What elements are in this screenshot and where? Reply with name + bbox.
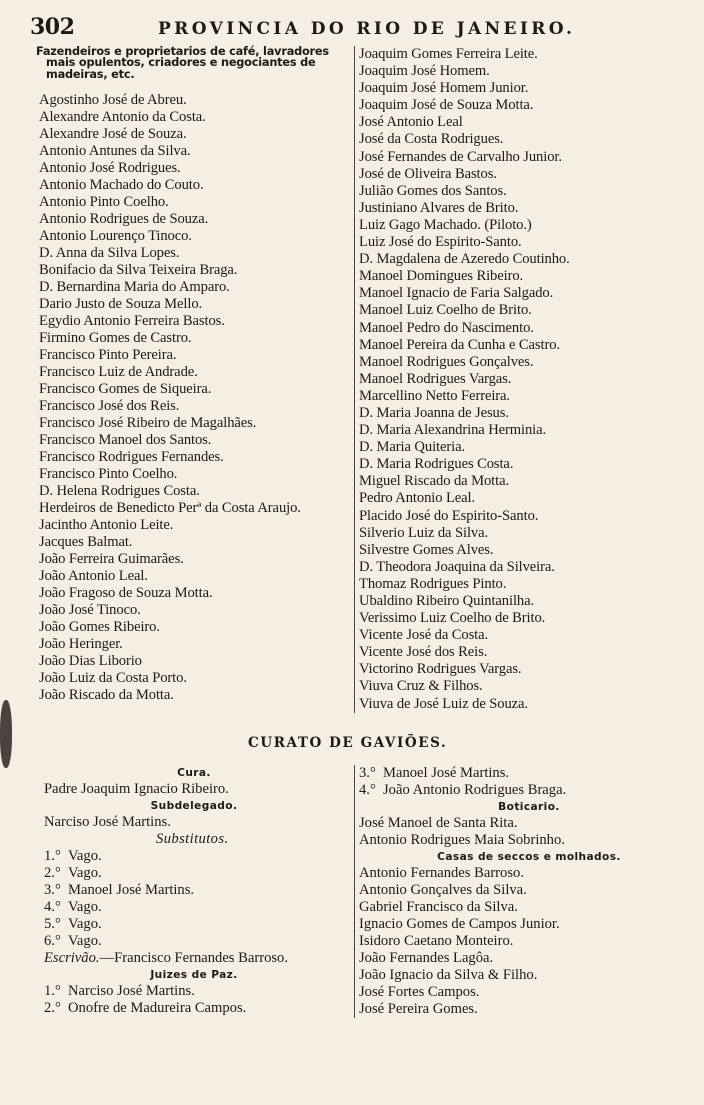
list-item: Thomaz Rodrigues Pinto. — [359, 575, 507, 592]
list-item: Joaquim José Homem. — [359, 63, 490, 80]
list-item: João Ferreira Guimarães. — [39, 551, 184, 568]
list-item: Silverio Luiz da Silva. — [359, 524, 489, 541]
list-heading-line-1: Fazendeiros e proprietarios de café, lavradores — [36, 45, 329, 58]
juizes-continued-list — [359, 765, 699, 799]
numbered-entry — [44, 1000, 344, 1017]
list-item: José de Oliveira Bastos. — [359, 165, 497, 182]
numbered-entry — [44, 865, 344, 882]
boticario-label: Boticario. — [498, 801, 560, 813]
list-item: Verissimo Luiz Coelho de Brito. — [359, 610, 546, 627]
list-item: José Fortes Campos. — [359, 984, 480, 1000]
entry-name: Onofre de Madureira Campos. — [68, 1000, 247, 1016]
page-header: PROVINCIA DO RIO DE JANEIRO. — [158, 19, 576, 39]
list-item: João Heringer. — [39, 636, 123, 653]
list-item: Julião Gomes dos Santos. — [359, 182, 507, 199]
list-item: D. Magdalena de Azeredo Coutinho. — [359, 251, 570, 268]
entry-name: Vago. — [68, 899, 102, 915]
list-heading-line-3: madeiras, etc. — [46, 67, 135, 81]
list-item: João Luiz da Costa Porto. — [39, 670, 187, 687]
running-head — [30, 10, 680, 40]
escrivao-entry — [44, 950, 344, 967]
list-item: Antonio Rodrigues Maia Sobrinho. — [359, 832, 565, 848]
list-item: Agostinho José de Abreu. — [39, 92, 187, 109]
entry-name: Narciso José Martins. — [68, 983, 195, 999]
subdelegado-name: Narciso José Martins. — [44, 814, 171, 830]
entry-number: 3.° — [359, 765, 376, 781]
list-item: Antonio Fernandes Barroso. — [359, 865, 524, 881]
list-item: Manoel Rodrigues Gonçalves. — [359, 353, 534, 370]
ink-stain — [0, 700, 12, 768]
list-item: João Fragoso de Souza Motta. — [39, 585, 213, 602]
numbered-entry — [44, 848, 344, 865]
entry-name: Vago. — [68, 916, 102, 932]
entry-number: 1.° — [44, 848, 61, 864]
list-item: Joaquim José de Souza Motta. — [359, 97, 534, 114]
list-item: Francisco Pinto Coelho. — [39, 466, 178, 483]
numbered-entry — [44, 882, 344, 899]
list-item: Marcellino Netto Ferreira. — [359, 387, 510, 404]
list-item: Miguel Riscado da Motta. — [359, 473, 510, 490]
list-item: D. Helena Rodrigues Costa. — [39, 483, 200, 500]
right-column-bottom — [354, 765, 699, 1018]
entry-name: João Antonio Rodrigues Braga. — [383, 782, 567, 798]
substitutos-list — [44, 848, 344, 950]
list-item: Ignacio Gomes de Campos Junior. — [359, 916, 560, 932]
list-item: José Pereira Gomes. — [359, 1001, 478, 1017]
list-item: D. Maria Joanna de Jesus. — [359, 404, 509, 421]
left-column-top — [36, 46, 348, 704]
list-item: Viuva de José Luiz de Souza. — [359, 695, 528, 712]
entry-name: Manoel José Martins. — [383, 765, 510, 781]
list-item: Viuva Cruz & Filhos. — [359, 678, 483, 695]
numbered-entry — [359, 765, 699, 782]
list-item: Luiz José do Espirito-Santo. — [359, 234, 522, 251]
entry-number: 4.° — [359, 782, 376, 798]
list-item: Manoel Rodrigues Vargas. — [359, 370, 512, 387]
list-item: Manoel Pereira da Cunha e Castro. — [359, 336, 560, 353]
numbered-entry — [44, 983, 344, 1000]
list-item: João Gomes Ribeiro. — [39, 619, 160, 636]
list-item: D. Theodora Joaquina da Silveira. — [359, 558, 555, 575]
list-item: José Fernandes de Carvalho Junior. — [359, 148, 562, 165]
list-item: Egydio Antonio Ferreira Bastos. — [39, 313, 225, 330]
right-name-list — [359, 46, 699, 713]
list-item: José Manoel de Santa Rita. — [359, 815, 518, 831]
list-item: Alexandre Antonio da Costa. — [39, 109, 206, 126]
list-item: José Antonio Leal — [359, 114, 463, 131]
list-item: Joaquim Gomes Ferreira Leite. — [359, 46, 538, 62]
list-item: Francisco Gomes de Siqueira. — [39, 381, 212, 398]
list-item: Firmino Gomes de Castro. — [39, 330, 192, 347]
list-item: João Antonio Leal. — [39, 568, 148, 585]
list-item: Antonio Gonçalves da Silva. — [359, 882, 527, 898]
substitutos-label: Substitutos. — [156, 831, 229, 847]
list-item: Herdeiros de Benedicto Perª da Costa Araujo. — [39, 500, 301, 517]
list-item: Victorino Rodrigues Vargas. — [359, 661, 522, 678]
list-item: Justiniano Alvares de Brito. — [359, 199, 519, 216]
list-item: Jacintho Antonio Leite. — [39, 517, 174, 534]
list-item: João Ignacio da Silva & Filho. — [359, 967, 538, 983]
juizes-label: Juizes de Paz. — [150, 969, 238, 981]
list-item: Vicente José da Costa. — [359, 627, 489, 644]
list-item: João José Tinoco. — [39, 602, 141, 619]
list-item: Antonio Pinto Coelho. — [39, 194, 169, 211]
entry-name: Manoel José Martins. — [68, 882, 195, 898]
numbered-entry — [44, 916, 344, 933]
list-item: Manoel Pedro do Nascimento. — [359, 319, 534, 336]
page-number: 302 — [30, 14, 75, 40]
section-title: CURATO DE GAVIÕES. — [248, 735, 448, 751]
cura-name: Padre Joaquim Ignacio Ribeiro. — [44, 781, 229, 797]
list-item: D. Maria Alexandrina Herminia. — [359, 422, 547, 439]
escrivao-label: Escrivão. — [44, 950, 100, 966]
list-item: Francisco Manoel dos Santos. — [39, 432, 212, 449]
list-item: Antonio Lourenço Tinoco. — [39, 228, 192, 245]
subdelegado-label: Subdelegado. — [150, 800, 238, 812]
right-column-top — [354, 46, 699, 713]
juizes-list — [44, 983, 344, 1017]
list-item: Joaquim José Homem Junior. — [359, 80, 529, 97]
list-item: Placido José do Espirito-Santo. — [359, 507, 539, 524]
list-item: Francisco Rodrigues Fernandes. — [39, 449, 224, 466]
list-item: Pedro Antonio Leal. — [359, 490, 476, 507]
entry-number: 2.° — [44, 1000, 61, 1016]
list-item: Antonio Antunes da Silva. — [39, 143, 191, 160]
entry-number: 1.° — [44, 983, 61, 999]
casas-list — [359, 865, 699, 1018]
entry-number: 5.° — [44, 916, 61, 932]
list-item: Manoel Ignacio de Faria Salgado. — [359, 285, 554, 302]
list-item: Francisco José Ribeiro de Magalhães. — [39, 415, 257, 432]
list-heading — [36, 46, 348, 80]
entry-number: 3.° — [44, 882, 61, 898]
entry-name: Vago. — [68, 848, 102, 864]
list-item: Gabriel Francisco da Silva. — [359, 899, 518, 915]
list-item: João Riscado da Motta. — [39, 687, 174, 704]
entry-name: Vago. — [68, 865, 102, 881]
list-item: D. Bernardina Maria do Amparo. — [39, 279, 230, 296]
left-column-bottom — [44, 765, 344, 1017]
list-item: Alexandre José de Souza. — [39, 126, 187, 143]
list-item: Antonio José Rodrigues. — [39, 160, 181, 177]
escrivao-name: —Francisco Fernandes Barroso. — [99, 950, 288, 966]
list-item: Antonio Rodrigues de Souza. — [39, 211, 209, 228]
boticario-list — [359, 815, 699, 849]
numbered-entry — [44, 899, 344, 916]
casas-label: Casas de seccos e molhados. — [437, 851, 621, 863]
list-item: Francisco José dos Reis. — [39, 398, 180, 415]
entry-number: 2.° — [44, 865, 61, 881]
list-item: Manoel Luiz Coelho de Brito. — [359, 302, 532, 319]
entry-number: 4.° — [44, 899, 61, 915]
list-item: D. Anna da Silva Lopes. — [39, 245, 180, 262]
cura-label: Cura. — [177, 767, 211, 779]
list-item: Bonifacio da Silva Teixeira Braga. — [39, 262, 238, 279]
list-item: Manoel Domingues Ribeiro. — [359, 268, 524, 285]
list-item: João Dias Liborio — [39, 653, 142, 670]
list-item: Francisco Pinto Pereira. — [39, 347, 177, 364]
list-heading-line-2: mais opulentos, criadores e negociantes de — [46, 56, 316, 70]
list-item: D. Maria Rodrigues Costa. — [359, 456, 514, 473]
numbered-entry — [359, 782, 699, 799]
list-item: Ubaldino Ribeiro Quintanilha. — [359, 593, 535, 609]
list-item: Vicente José dos Reis. — [359, 644, 488, 661]
list-item: Francisco Luiz de Andrade. — [39, 364, 198, 381]
list-item: Isidoro Caetano Monteiro. — [359, 933, 514, 949]
numbered-entry — [44, 933, 344, 950]
entry-number: 6.° — [44, 933, 61, 949]
left-name-list — [36, 92, 348, 704]
list-item: Luiz Gago Machado. (Piloto.) — [359, 216, 532, 233]
list-item: Jacques Balmat. — [39, 534, 133, 551]
list-item: João Fernandes Lagôa. — [359, 950, 494, 966]
list-item: Silvestre Gomes Alves. — [359, 541, 494, 558]
list-item: Antonio Machado do Couto. — [39, 177, 204, 194]
list-item: D. Maria Quiteria. — [359, 439, 465, 456]
list-item: Dario Justo de Souza Mello. — [39, 296, 203, 313]
entry-name: Vago. — [68, 933, 102, 949]
list-item: José da Costa Rodrigues. — [359, 131, 504, 148]
